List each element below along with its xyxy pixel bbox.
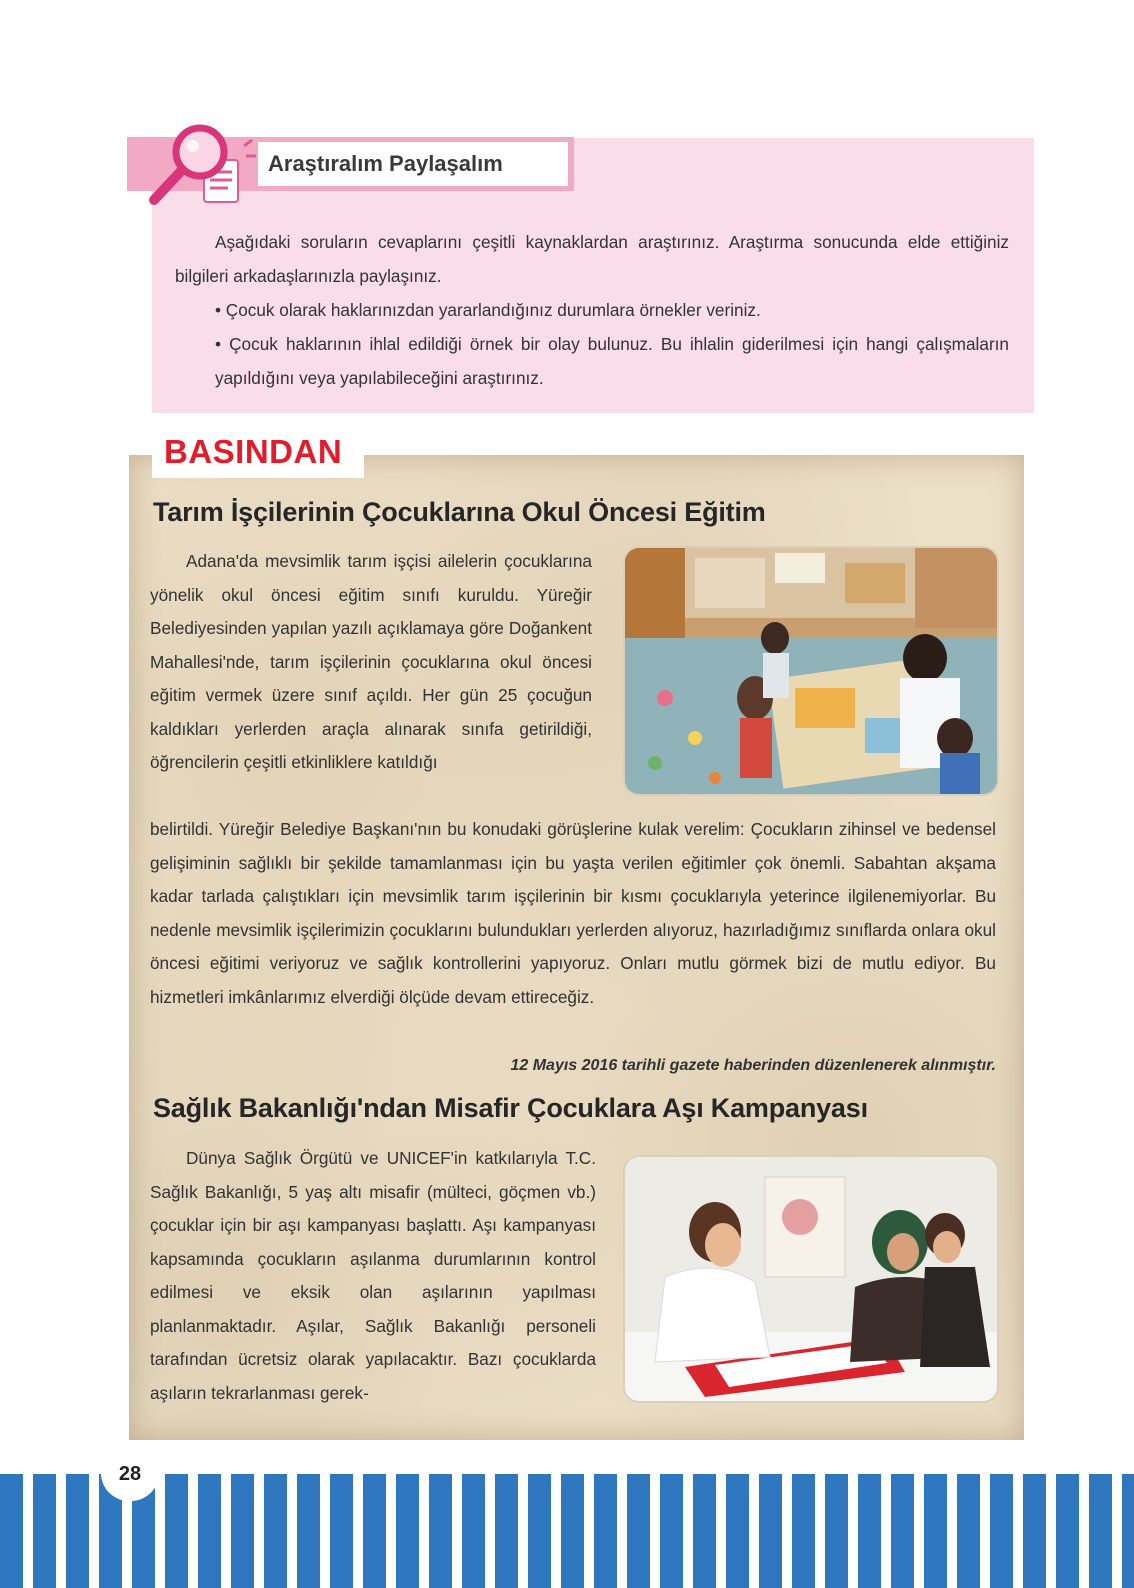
article2-column-paragraph: Dünya Sağlık Örgütü ve UNICEF'in katkılarıyla T.C. Sağlık Bakanlığı, 5 yaş altı misafir (mülteci, göçmen vb.) çocuklar için bir aşı kampanyası başlattı. Aşı kampanyası kapsamında çocukların aşılanma durumlarının kontrol edilmesi ve eksik olan aşılarının yapılması planlanmaktadır. Aşılar, Sağlık Bakanlığı personeli tarafından ücretsiz olarak yapılacaktır. Bazı çocuklarda aşıların tekrarlanması gerek- xyxy=(150,1148,596,1403)
article2-column-text xyxy=(150,1142,596,1410)
magnifier-icon xyxy=(148,120,258,216)
research-intro: Aşağıdaki soruların cevaplarını çeşitli kaynaklardan araştırınız. Araştırma sonucunda elde ettiğiniz bilgileri arkadaşlarınızla paylaşınız. xyxy=(175,232,1009,286)
vaccination-photo xyxy=(625,1157,997,1401)
press-label: BASINDAN xyxy=(152,426,364,478)
research-bullet-1: • Çocuk olarak haklarınızdan yararlandığınız durumlara örnekler veriniz. xyxy=(215,300,761,320)
article1-title: Tarım İşçilerinin Çocuklarına Okul Öncesi Eğitim xyxy=(153,497,766,527)
research-title: Araştıralım Paylaşalım xyxy=(258,142,568,186)
article1-column-paragraph: Adana'da mevsimlik tarım işçisi ailelerin çocuklarına yönelik okul öncesi eğitim sınıfı kuruldu. Yüreğir Belediyesinden yapılan yazılı açıklamaya göre Doğankent Mahallesi'nde, tarım işçilerinin çocuklarına okul öncesi eğitim vermek üzere sınıf açıldı. Her gün 25 çocuğun kaldıkları yerlerden araçla alınarak sınıfa getirildiği, öğrencilerin çeşitli etkinliklere katıldığı xyxy=(150,551,592,772)
page-number: 28 xyxy=(101,1447,159,1501)
article1-column-text xyxy=(150,545,592,780)
preschool-classroom-photo xyxy=(625,548,997,794)
article1-full-paragraph: belirtildi. Yüreğir Belediye Başkanı'nın bu konudaki görüşlerine kulak verelim: Çocukların zihinsel ve bedensel gelişiminin sağlıklı bir şekilde tamamlanması için bu yaşta verilen eğitimler çok önemli. Sabahtan akşama kadar tarlada çalıştıkları için mevsimlik tarım işçilerinin bir kısmı çocuklarıyla yeterince ilgilenemiyorlar. Bu nedenle mevsimlik işçilerimizin çocuklarını bulundukları yerlerden alıyoruz, hazırladığımız sınıflarda onlara okul öncesi eğitimi veriyoruz ve sağlık kontrollerini yapıyoruz. Onları mutlu görmek bizi de mutlu ediyor. Bu hizmetleri imkânlarımız elverdiği ölçüde devam ettireceğiz. xyxy=(150,819,996,1007)
footer-stripes xyxy=(0,1474,1134,1588)
research-text xyxy=(175,225,1009,395)
article1-source: 12 Mayıs 2016 tarihli gazete haberinden düzenlenerek alınmıştır. xyxy=(510,1057,996,1074)
research-bullet-2: • Çocuk haklarının ihlal edildiği örnek bir olay bulunuz. Bu ihlalin giderilmesi için hangi çalışmaların yapıldığını veya yapılabileceğini araştırınız. xyxy=(215,334,1009,388)
article1-full-text xyxy=(150,813,996,1014)
article2-title: Sağlık Bakanlığı'ndan Misafir Çocuklara Aşı Kampanyası xyxy=(153,1093,868,1123)
